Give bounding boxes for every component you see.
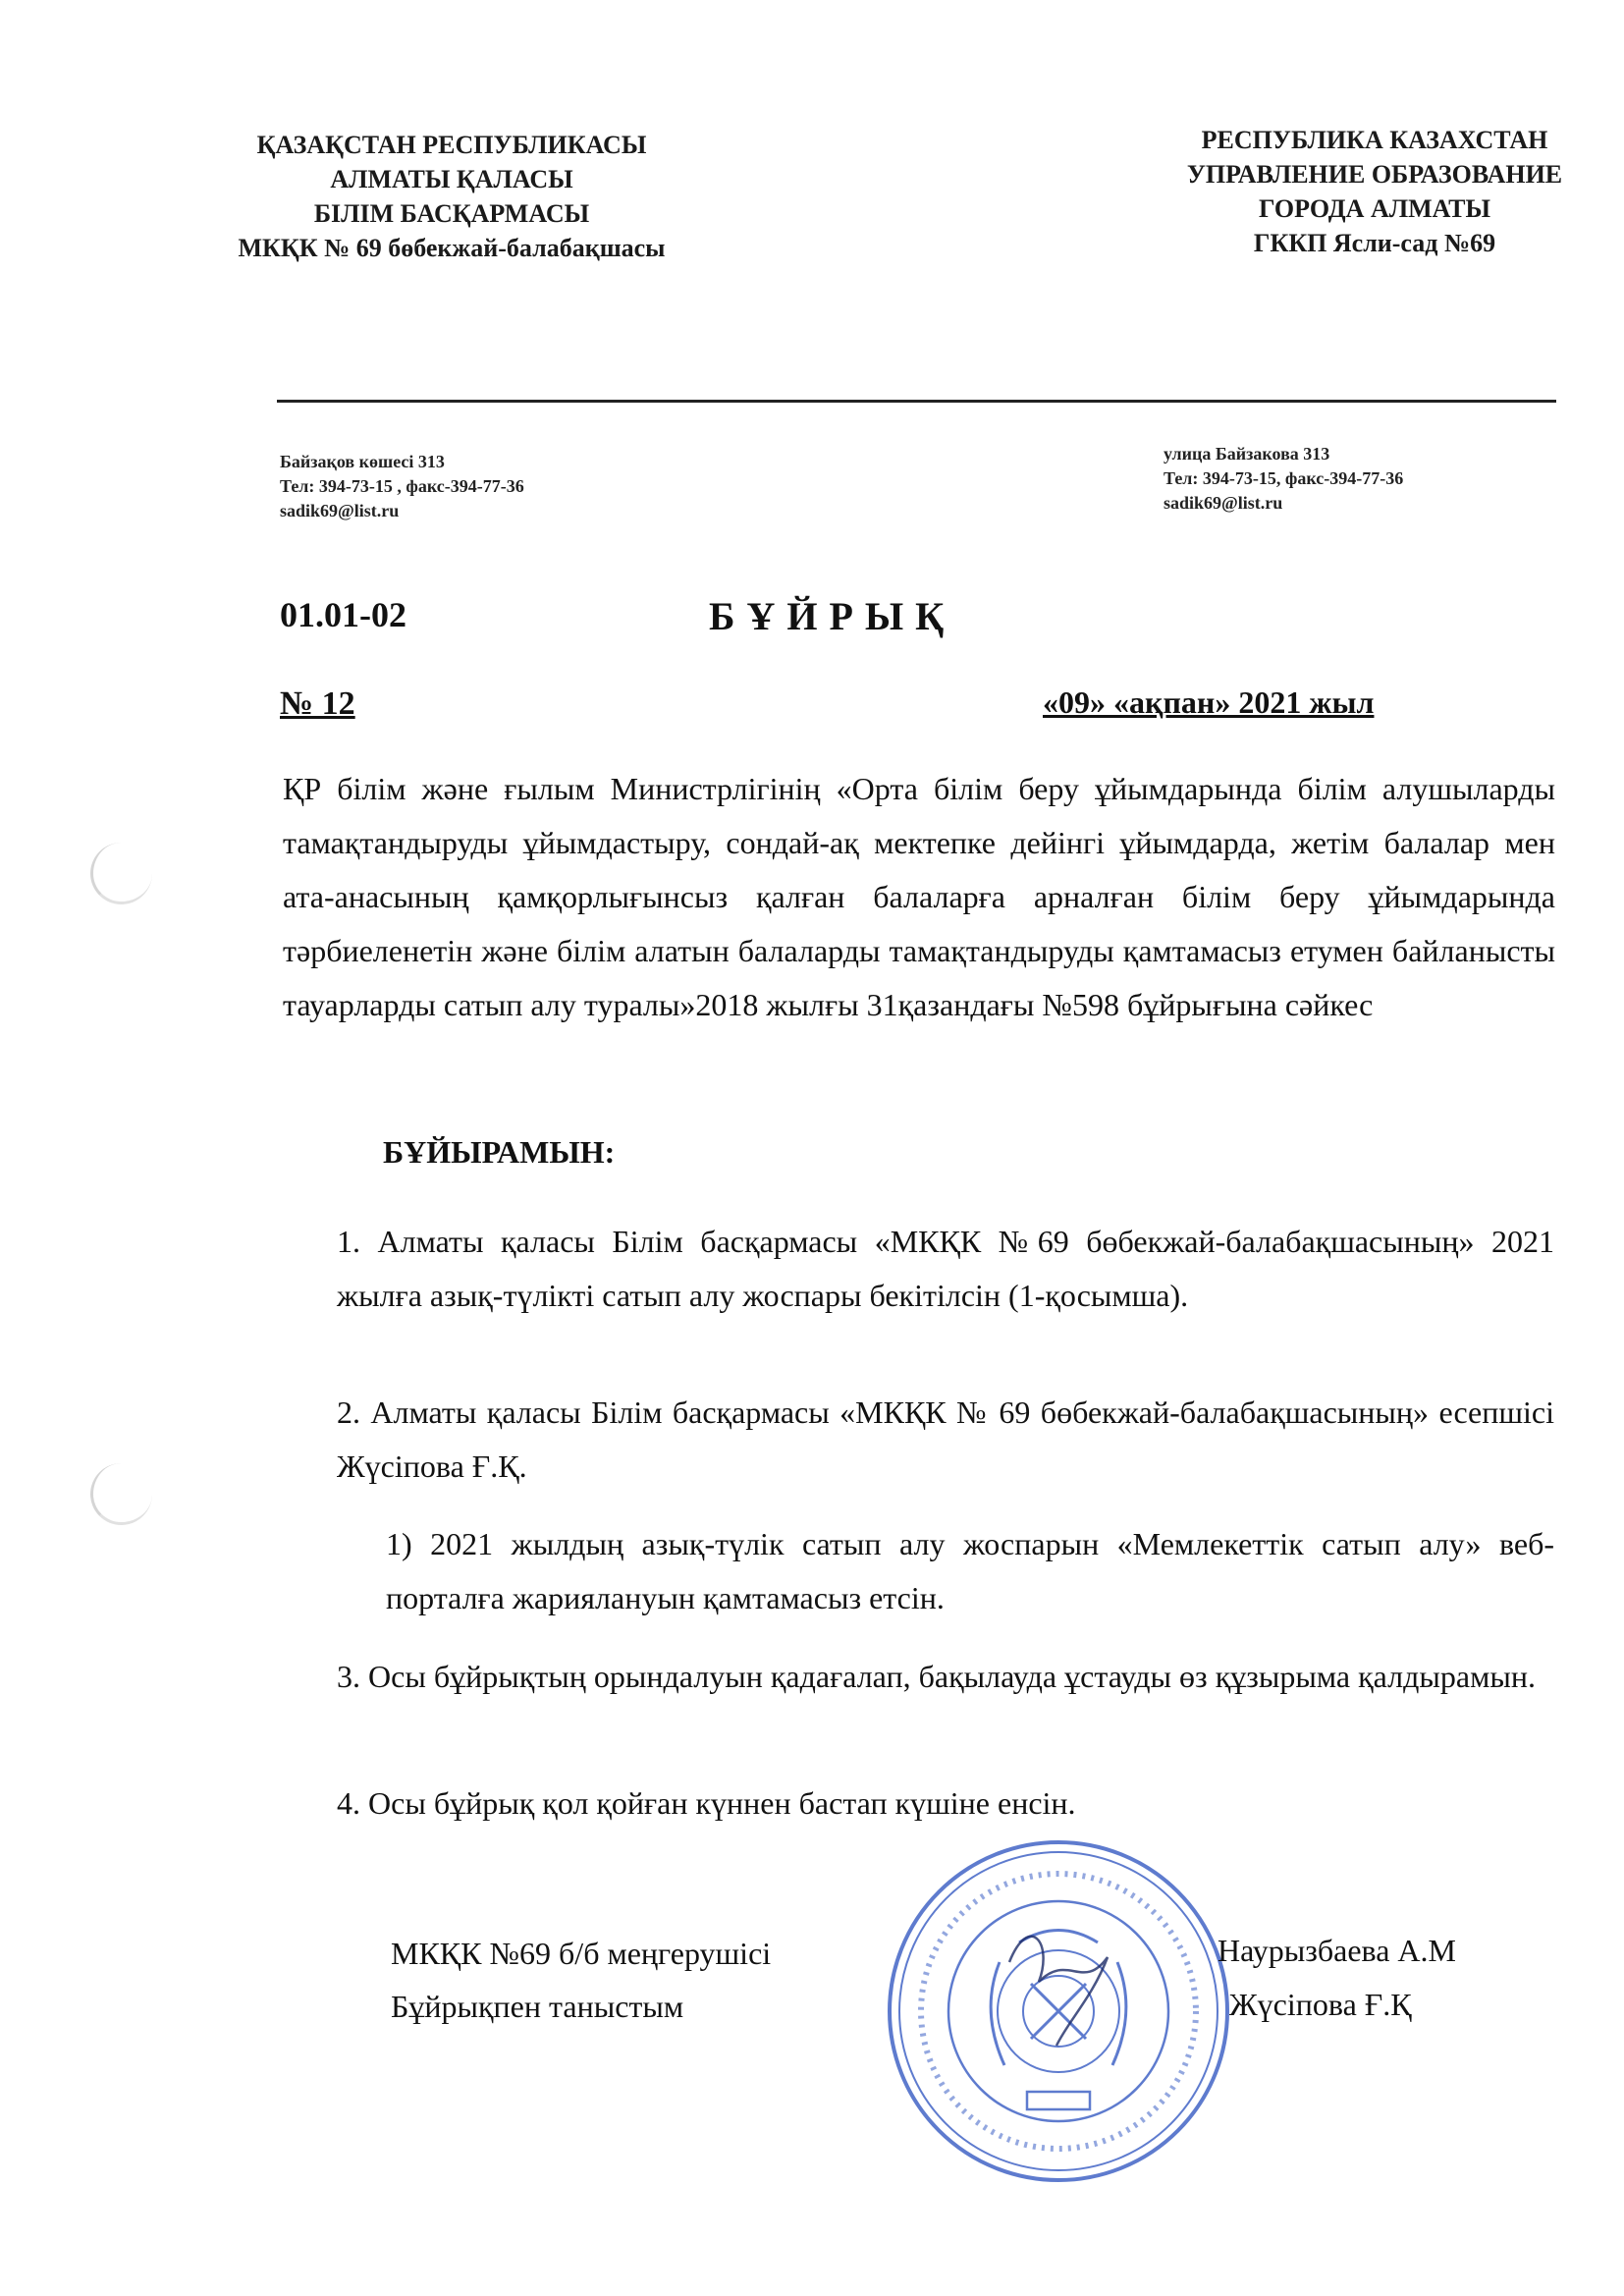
address-right-phone: Тел: 394-73-15, факс-394-77-36 (1164, 468, 1404, 488)
intro-paragraph: ҚР білім және ғылым Министрлігінің «Орта білім беру ұйымдарында білім алушыларды тамақтандыруды ұйымдастыру, сондай-ақ мектепке дейінгі ұйымдарда, жетім балалар мен ата-анасының қамқорлығынсыз қалған балаларға арналған білім беру ұйымдарында тәрбиеленетін және білім алатын балаларды тамақтандыруды қамтамасыз етумен байланысты тауарларды сатып алу туралы»2018 жылғы 31қазандағы №598 бұйрығына сәйкес (283, 771, 1555, 1022)
order-date: «09» «ақпан» 2021 жыл (1043, 684, 1375, 720)
official-seal-icon (882, 1834, 1235, 2188)
header-right-department: УПРАВЛЕНИЕ ОБРАЗОВАНИЕ (1186, 160, 1563, 189)
order-item-1: 1. Алматы қаласы Білім басқармасы «МКҚК №69 бөбекжай-балабақшасының» 2021 жылға азық-түлікті сатып алу жоспары бекітілсін (1-қосымша). (337, 1224, 1554, 1313)
order-number: № 12 (280, 685, 355, 722)
header-right-organization: ГККП Ясли-сад №69 (1253, 229, 1496, 257)
address-left-phone: Тел: 394-73-15 , факс-394-77-36 (280, 476, 524, 496)
order-subitem-2-1: 1) 2021 жылдың азық-түлік сатып алу жоспарын «Мемлекеттік сатып алу» веб-порталға жариялануын қамтамасыз етсін. (386, 1526, 1554, 1615)
header-right-city: ГОРОДА АЛМАТЫ (1259, 194, 1490, 223)
address-right-email: sadik69@list.ru (1164, 493, 1283, 513)
header-left-department: БІЛІМ БАСҚАРМАСЫ (313, 199, 590, 228)
address-left-street: Байзақов көшесі 313 (280, 452, 445, 471)
signatory-name: Наурызбаева А.М (1218, 1933, 1456, 1968)
header-left (187, 128, 717, 265)
document-title: БҰЙРЫҚ (709, 594, 956, 638)
address-left-email: sadik69@list.ru (280, 501, 400, 520)
header-left-organization: МКҚК № 69 бөбекжай-балабақшасы (238, 234, 666, 262)
order-item-4: 4. Осы бұйрық қол қойған күннен бастап күшіне енсін. (337, 1785, 1076, 1821)
header-right (1114, 123, 1624, 260)
acknowledgement-label: Бұйрықпен таныстым (391, 1989, 684, 2024)
address-right-street: улица Байзакова 313 (1164, 444, 1330, 464)
punch-hole-mark (90, 843, 152, 904)
header-left-country: ҚАЗАҚСТАН РЕСПУБЛИКАСЫ (256, 131, 647, 159)
address-left (280, 450, 771, 523)
registry-code: 01.01-02 (280, 595, 406, 634)
header-divider (277, 400, 1556, 403)
order-heading: БҰЙЫРАМЫН: (383, 1134, 616, 1170)
punch-hole-mark (90, 1463, 152, 1525)
header-right-country: РЕСПУБЛИКА КАЗАХСТАН (1201, 126, 1548, 154)
address-right (1164, 442, 1605, 516)
signatory-role: МКҚК №69 б/б меңгерушісі (391, 1936, 772, 1971)
order-item-3: 3. Осы бұйрықтың орындалуын қадағалап, бақылауда ұстауды өз құзырыма қалдырамын. (337, 1659, 1536, 1694)
acknowledged-name: Жүсіпова Ғ.Қ (1229, 1987, 1412, 2022)
header-left-city: АЛМАТЫ ҚАЛАСЫ (330, 165, 573, 193)
order-item-2: 2. Алматы қаласы Білім басқармасы «МКҚК № 69 бөбекжай-балабақшасының» есепшісі Жүсіпова Ғ.Қ. (337, 1394, 1554, 1484)
